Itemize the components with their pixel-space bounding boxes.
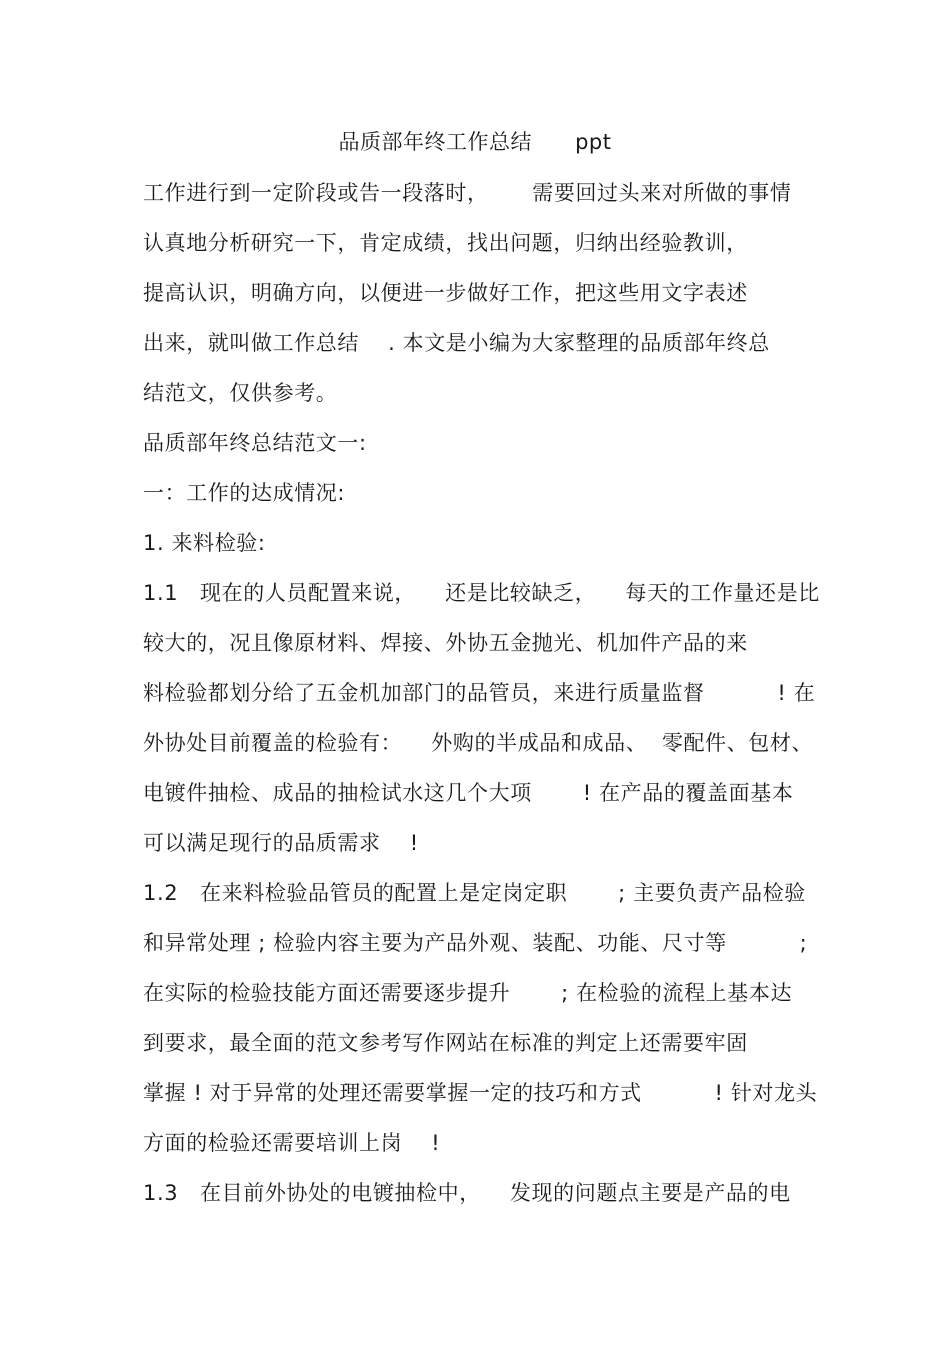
body-line: 外协处目前覆盖的检验有： 外购的半成品和成品、 零配件、包材、 <box>143 731 814 755</box>
document-title: 品质部年终工作总结 ppt <box>338 130 612 154</box>
section-heading: 品质部年终总结范文一: <box>143 431 367 455</box>
body-line: 料检验都划分给了五金机加部门的品管员，来进行质量监督 ! 在 <box>143 681 816 705</box>
body-line: 提高认识，明确方向，以便进一步做好工作，把这些用文字表述 <box>143 281 748 305</box>
body-line: 工作进行到一定阶段或告一段落时， 需要回过头来对所做的事情 <box>143 181 792 205</box>
body-line: 到要求，最全面的范文参考写作网站在标准的判定上还需要牢固 <box>143 1031 748 1055</box>
body-line: 电镀件抽检、成品的抽检试水这几个大项 ! 在产品的覆盖面基本 <box>143 781 794 805</box>
document-body <box>143 176 820 1226</box>
body-line: 和异常处理 ; 检验内容主要为产品外观、装配、功能、尺寸等 ; <box>143 931 808 955</box>
body-line: 较大的，况且像原材料、焊接、外协五金抛光、机加件产品的来 <box>143 631 748 655</box>
subsection-heading: 1. 来料检验: <box>143 531 266 555</box>
body-line: 1.3 在目前外协处的电镀抽检中， 发现的问题点主要是产品的电 <box>143 1181 791 1205</box>
body-line: 可以满足现行的品质需求 ! <box>143 831 419 855</box>
section-heading: 一：工作的达成情况: <box>143 481 346 505</box>
body-line: 掌握 ! 对于异常的处理还需要掌握一定的技巧和方式 ! 针对龙头 <box>143 1081 818 1105</box>
body-line: 在实际的检验技能方面还需要逐步提升 ; 在检验的流程上基本达 <box>143 981 793 1005</box>
body-line: 1.1 现在的人员配置来说， 还是比较缺乏， 每天的工作量还是比 <box>143 581 820 605</box>
body-line: 结范文，仅供参考。 <box>143 381 338 405</box>
body-line: 1.2 在来料检验品管员的配置上是定岗定职 ; 主要负责产品检验 <box>143 881 806 905</box>
body-line: 方面的检验还需要培训上岗 ! <box>143 1131 441 1155</box>
body-line: 出来，就叫做工作总结 . 本文是小编为大家整理的品质部年终总 <box>143 331 770 355</box>
body-line: 认真地分析研究一下，肯定成绩，找出问题，归纳出经验教训， <box>143 231 748 255</box>
